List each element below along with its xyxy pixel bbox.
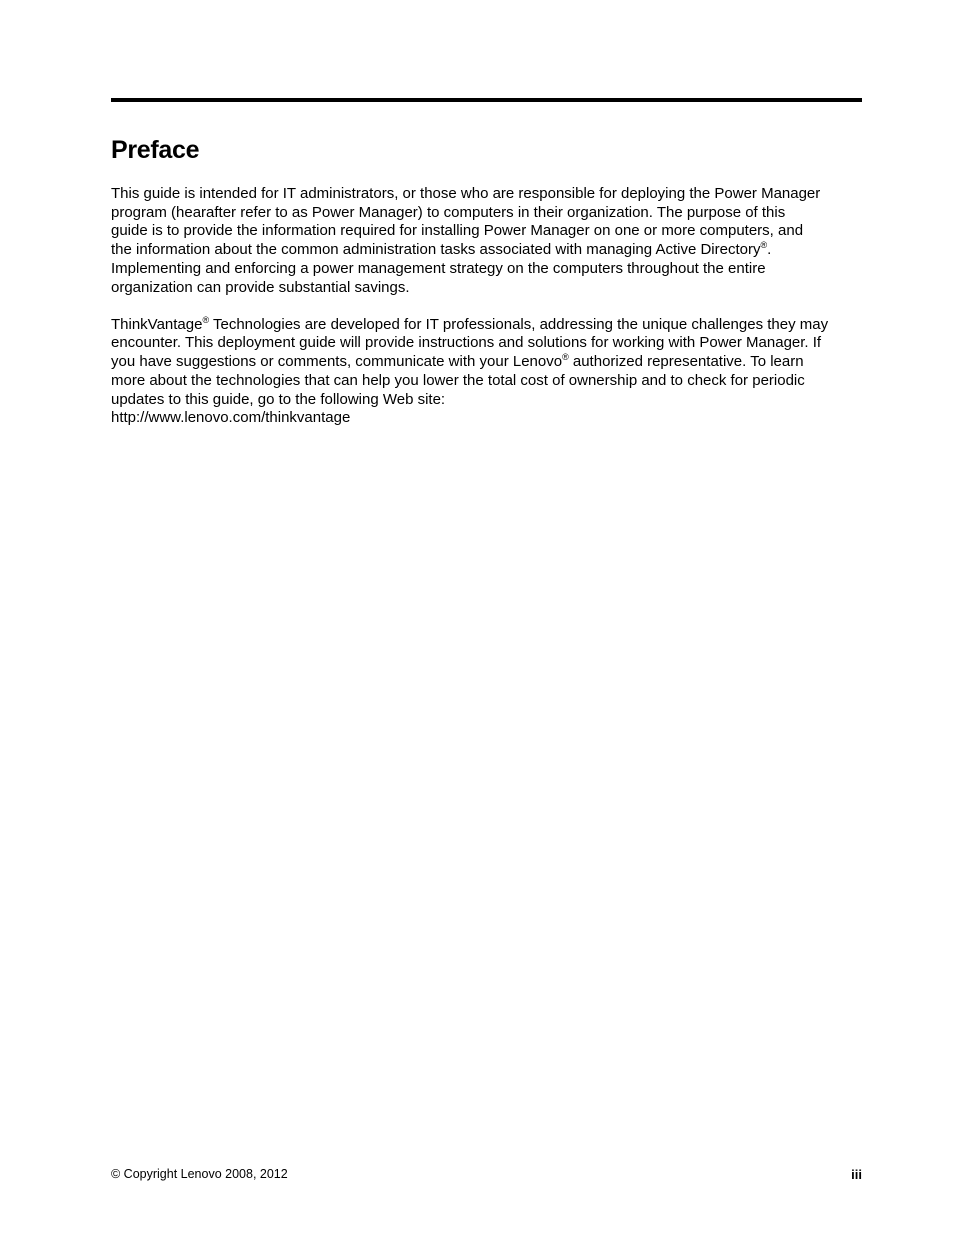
intro-line-5: Implementing and enforcing a power management strategy on the computers throughout the entire — [111, 259, 766, 277]
tv-line-3-text: you have suggestions or comments, communicate with your Lenovo — [111, 353, 563, 371]
registered-mark: ® — [562, 352, 569, 363]
tv-line-4: more about the technologies that can help you lower the total cost of ownership and to check for periodic — [111, 371, 805, 389]
intro-paragraph — [111, 185, 867, 297]
intro-line-2: program (hearafter refer to as Power Manager) to computers in their organization. The purpose of this — [111, 203, 786, 221]
intro-line-1: This guide is intended for IT administrators, or those who are responsible for deploying the Power Manager — [111, 185, 821, 202]
header-rule — [111, 98, 862, 102]
intro-line-4 — [111, 241, 867, 260]
intro-line-3: guide is to provide the information required for installing Power Manager on one or more computers, and — [111, 222, 804, 240]
tv-brand: ThinkVantage — [111, 315, 203, 333]
registered-mark: ® — [202, 314, 210, 325]
intro-line-4-period: . — [767, 241, 772, 259]
thinkvantage-paragraph — [111, 316, 867, 428]
thinkvantage-url[interactable]: http://www.lenovo.com/thinkvantage — [111, 409, 351, 427]
page-number: iii — [851, 1167, 862, 1182]
paragraph-gap — [111, 297, 867, 316]
tv-line-2: encounter. This deployment guide will provide instructions and solutions for working with Power Manager. If — [111, 334, 822, 352]
copyright-notice: © Copyright Lenovo 2008, 2012 — [111, 1167, 288, 1181]
tv-line-1-text: Technologies are developed for IT professionals, addressing the unique challenges they may — [209, 315, 829, 333]
page-title: Preface — [111, 136, 200, 164]
intro-line-4-text: the information about the common administration tasks associated with managing Active Directory — [111, 241, 761, 259]
intro-line-6: organization can provide substantial savings. — [111, 278, 410, 296]
registered-mark: ® — [760, 240, 768, 251]
tv-line-3-rest: authorized representative. To learn — [568, 353, 804, 371]
tv-line-5: updates to this guide, go to the following Web site: — [111, 390, 446, 408]
tv-line-3 — [111, 353, 867, 372]
tv-line-1 — [111, 316, 867, 335]
preface-body — [111, 185, 867, 428]
